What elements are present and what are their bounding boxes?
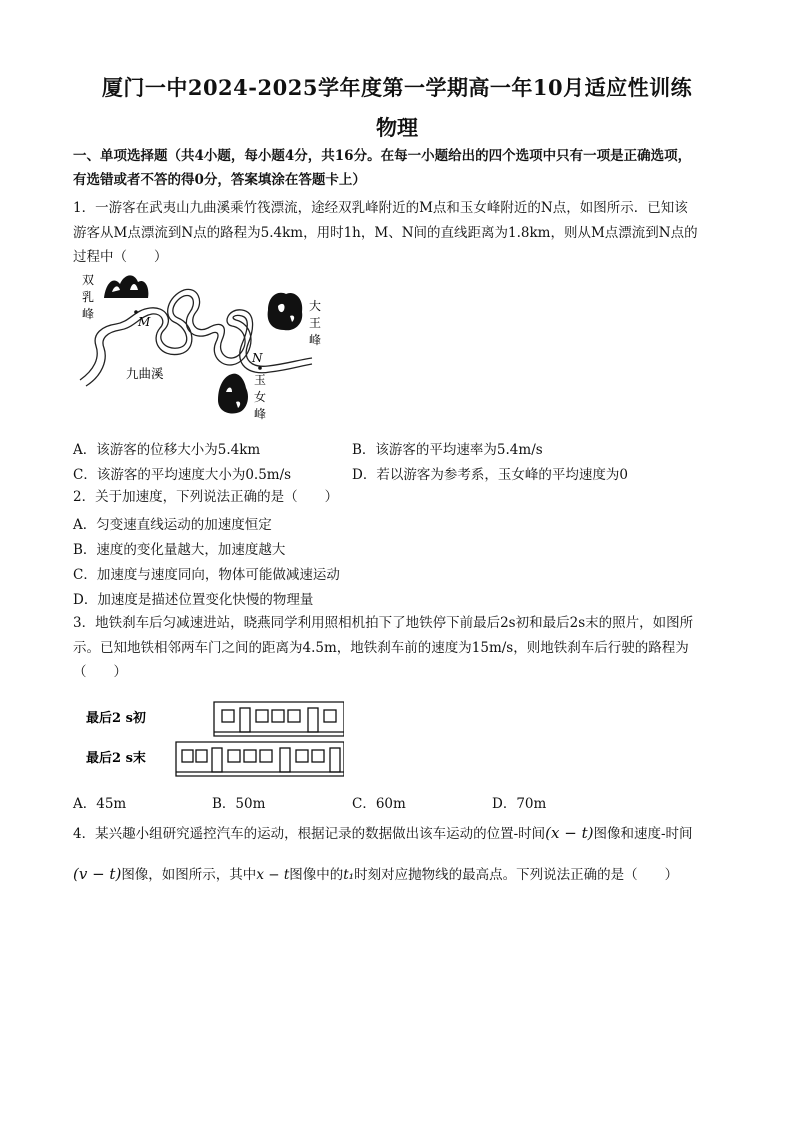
yunvfeng-mountain (218, 374, 248, 414)
q4-line2-text-a: 图像，如图所示，其中 (121, 867, 257, 883)
section-heading-line2: 有选错或者不答的得0分，答案填涂在答题卡上） (73, 172, 366, 188)
q4-line1-text-b: 图像和速度-时间 (593, 826, 693, 842)
q1-river-map (72, 268, 342, 424)
q3-option-b: B．50m (212, 796, 266, 812)
q3-option-d: D．70m (492, 796, 547, 812)
point-n-label: N (252, 351, 263, 365)
q1-option-a: A．该游客的位移大小为5.4km (73, 442, 261, 458)
q2-option-b: B．速度的变化量越大，加速度越大 (73, 542, 286, 558)
q4-line2-text-b: 图像中的 (289, 867, 344, 883)
label-last-2s-end: 最后2 s末 (86, 751, 146, 766)
q4-formula-x-t-inline: x − t (256, 867, 290, 883)
shuangrufeng-label-2: 乳 (82, 290, 95, 304)
q3-stem-line3: （ ） (73, 664, 127, 680)
dawangfeng-label-3: 峰 (309, 333, 322, 347)
q3-stem-line1: 3．地铁刹车后匀减速进站，晓燕同学利用照相机拍下了地铁停下前最后2s初和最后2s末的照片，如图所 (73, 615, 694, 631)
dawangfeng-mountain (268, 293, 303, 331)
q1-stem-line2: 游客从M点漂流到N点的路程为5.4km，用时1h，M、N间的直线距离为1.8km，则从M点漂流到N点的 (73, 225, 698, 241)
q4-stem-line1 (73, 823, 723, 844)
q1-option-d: D．若以游客为参考系，玉女峰的平均速度为0 (352, 467, 628, 483)
river-label: 九曲溪 (126, 366, 164, 381)
q4-line1-text-a: 4．某兴趣小组研究遥控汽车的运动，根据记录的数据做出该车运动的位置-时间 (73, 826, 546, 842)
train-bottom (176, 742, 344, 776)
shuangrufeng-label-1: 双 (82, 273, 95, 287)
q1-option-b: B．该游客的平均速率为5.4m/s (352, 442, 543, 458)
q3-option-a: A．45m (73, 796, 127, 812)
q4-stem-line2 (73, 864, 723, 885)
q2-option-c: C．加速度与速度同向，物体可能做减速运动 (73, 567, 340, 583)
q3-subway-photos (84, 696, 344, 784)
subject-title: 物理 (376, 115, 418, 140)
train-top (214, 702, 344, 736)
point-m-label: M (138, 315, 151, 329)
yunvfeng-label-2: 女 (254, 390, 267, 404)
q1-stem-line3: 过程中（ ） (73, 249, 168, 265)
q4-formula-v-t: (v − t) (73, 865, 122, 883)
q3-stem-line2: 示。已知地铁相邻两车门之间的距离为4.5m，地铁刹车前的速度为15m/s，则地铁刹车后行驶的路程为 (73, 640, 689, 656)
q2-stem: 2．关于加速度，下列说法正确的是（ ） (73, 489, 339, 505)
dawangfeng-label-1: 大 (309, 299, 322, 313)
q1-stem-line1: 1．一游客在武夷山九曲溪乘竹筏漂流，途经双乳峰附近的M点和玉女峰附近的N点，如图所示．已知该 (73, 200, 688, 216)
yunvfeng-label-3: 峰 (254, 407, 267, 421)
shuangrufeng-label-3: 峰 (82, 307, 95, 321)
q4-line2-text-c: 时刻对应抛物线的最高点。下列说法正确的是（ ） (354, 867, 679, 883)
label-last-2s-start: 最后2 s初 (86, 711, 146, 726)
q4-formula-x-t: (x − t) (545, 824, 594, 842)
dawangfeng-label-2: 王 (309, 316, 322, 330)
q2-option-d: D．加速度是描述位置变化快慢的物理量 (73, 592, 314, 608)
section-heading-line1: 一、单项选择题（共4小题，每小题4分，共16分。在每一小题给出的四个选项中只有一项是正确选项， (73, 148, 692, 164)
q3-option-c: C．60m (352, 796, 406, 812)
q1-option-c: C．该游客的平均速度大小为0.5m/s (73, 467, 292, 483)
q4-t1-symbol: t₁ (343, 867, 355, 883)
shuangrufeng-mountain (104, 275, 148, 298)
page-title: 厦门一中2024-2025学年度第一学期高一年10月适应性训练 (101, 75, 693, 100)
yunvfeng-label-1: 玉 (254, 373, 267, 387)
q2-option-a: A．匀变速直线运动的加速度恒定 (73, 517, 272, 533)
